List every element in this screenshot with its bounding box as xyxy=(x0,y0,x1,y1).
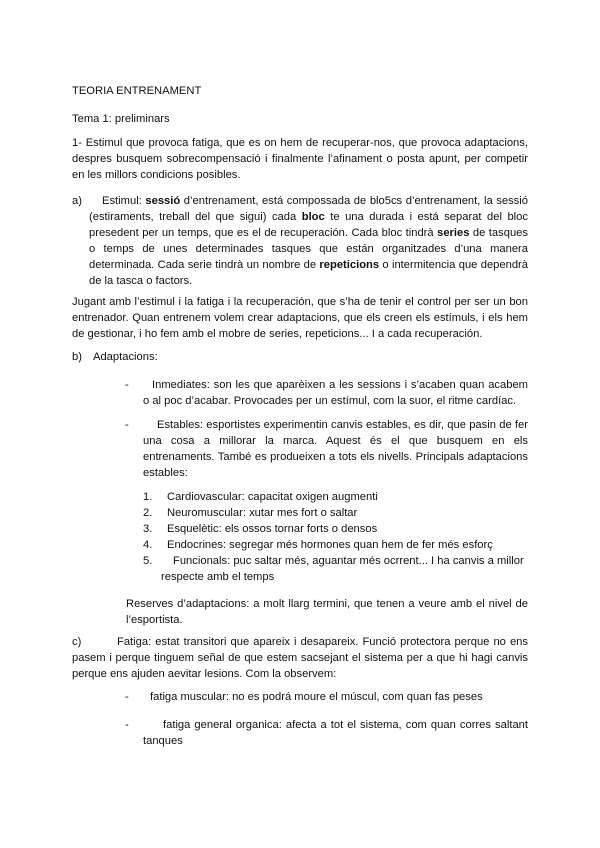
list-number: 2. xyxy=(143,507,153,519)
document-subtitle: Tema 1: preliminars xyxy=(72,113,170,125)
list-number: 4. xyxy=(143,539,153,551)
section-b-marker: b) xyxy=(72,351,82,363)
document-title: TEORIA ENTRENAMENT xyxy=(72,85,202,97)
bullet-estables: Estables: esportistes experimentin canvis estables, es dir, que pasin de fer una cosa a millorar la marca. Aquest és el que busquem en els entrenaments. També es produeixen a tots els nivells. Principals adaptacions estables: xyxy=(143,419,528,479)
intro-paragraph: 1- Estimul que provoca fatiga, que es on hem de recuperar-nos, que provoca adaptacions, despres busquem sobrecompensació i finalmente l’afinament o posta apunt, per competir en les millors condicions posibles. xyxy=(72,137,528,181)
section-b-heading: Adaptacions: xyxy=(93,351,158,363)
bullet-dash: - xyxy=(125,379,129,391)
bullet-fatiga-muscular: fatiga muscular: no es podrá moure el múscul, com quan fas peses xyxy=(150,691,483,703)
list-number: 3. xyxy=(143,523,153,535)
list-number: 5. xyxy=(143,555,153,567)
section-c-marker: c) xyxy=(72,636,82,648)
list-item-neuromuscular: Neuromuscular: xutar mes fort o saltar xyxy=(167,507,358,519)
paragraph-2: Jugant amb l’estimul i la fatiga i la recuperación, que s’ha de tenir el control per ser un bon entrenador. Quan entrenem volem crear adaptacions, que els creen els estímuls, i els hem de gestionar, i ho fem amb el mobre de series, repeticions... I a cada recuperación. xyxy=(72,296,528,340)
list-item-funcionals: Funcionals: puc saltar més, aguantar més ocrrent... I ha canvis a millor respecte amb el temps xyxy=(161,555,524,583)
keyword-bloc: bloc xyxy=(301,211,325,223)
keyword-series: series xyxy=(437,227,470,239)
keyword-repeticions: repeticions xyxy=(319,259,380,271)
section-c-paragraph: Fatiga: estat transitori que apareix i desapareix. Funció protectora perque no ens pasem i perque tinguem señal de que estem sacsejant el sistema per a que hi hagi canvis perque ens ajuden aevitar lesions. Com la observem: xyxy=(72,636,528,680)
bullet-inmediates: Inmediates: son les que aparèixen a les sessions i s’acaben quan acabem o al poc d’acabar. Provocades per un estímul, com la suor, el ritme cardíac. xyxy=(143,379,528,407)
section-a-paragraph: Estimul: sessió d’entrenament, está compossada de blo5cs d’entrenament, la sessió (estiraments, treball del que sigui) cada bloc te una durada i está separat del bloc presedent per un temps, que es el de recuperación. Cada bloc tindrà series de tasques o temps de unes determinades tasques que están organitzades d’una manera determinada. Cada serie tindrà un nombre de repeticions o intermitencia que dependrà de la tasca o factors. xyxy=(89,195,528,287)
section-a-marker: a) xyxy=(72,195,82,207)
list-item-esqueletic: Esquelètic: els ossos tornar forts o densos xyxy=(167,523,378,535)
reserves-paragraph: Reserves d’adaptacions: a molt llarg termini, que tenen a veure amb el nivel de l’esportista. xyxy=(126,598,528,626)
list-item-cardiovascular: Cardiovascular: capacitat oxigen augmenti xyxy=(167,491,378,503)
list-number: 1. xyxy=(143,491,153,503)
bullet-dash: - xyxy=(125,419,129,431)
list-item-endocrines: Endocrines: segregar més hormones quan hem de fer més esforç xyxy=(167,539,493,551)
bullet-fatiga-general: fatiga general organica: afecta a tot el sistema, com quan corres saltant tanques xyxy=(143,719,528,747)
bullet-dash: - xyxy=(125,719,129,731)
keyword-sessio: sessió xyxy=(145,195,181,207)
bullet-dash: - xyxy=(125,691,129,703)
